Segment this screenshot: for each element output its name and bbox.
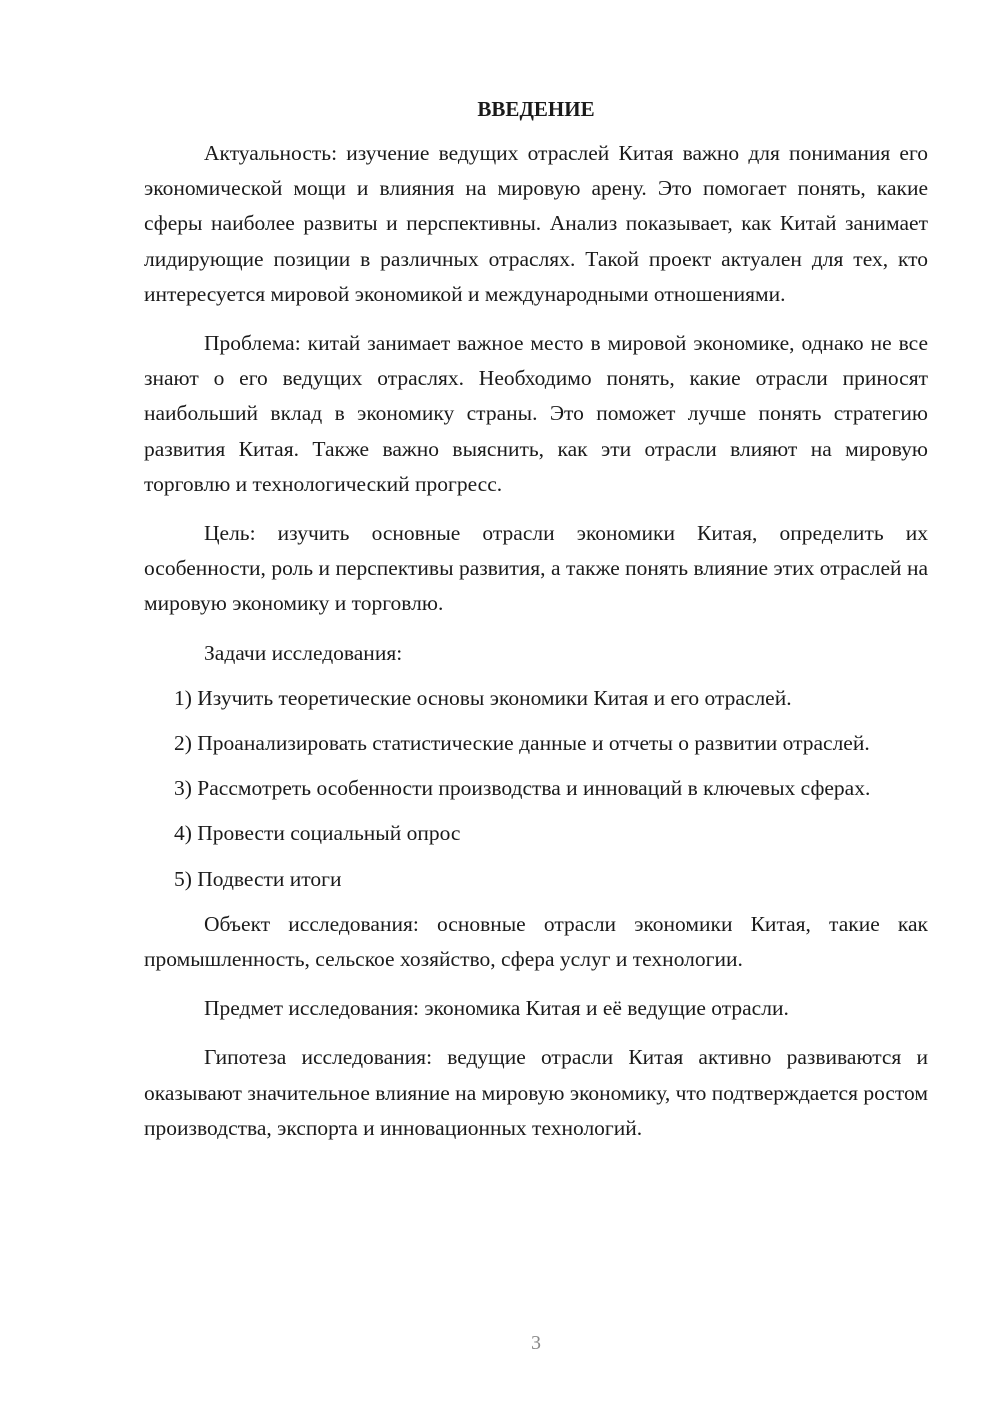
task-item-3: 3) Рассмотреть особенности производства и инноваций в ключевых сферах. <box>174 776 871 801</box>
subject-paragraph: Предмет исследования: экономика Китая и её ведущие отрасли. <box>204 996 789 1021</box>
tasks-heading: Задачи исследования: <box>204 640 403 665</box>
task-item-1: 1) Изучить теоретические основы экономики Китая и его отраслей. <box>174 685 792 710</box>
page-content <box>144 94 928 1160</box>
goal-paragraph: Цель: изучить основные отрасли экономики Китая, определить их особенности, роль и перспективы развития, а также понять влияние этих отраслей на мировую экономику и торговлю. <box>144 521 928 616</box>
tasks-list <box>144 681 928 897</box>
task-item-5: 5) Подвести итоги <box>174 866 342 891</box>
task-item-2: 2) Проанализировать статистические данные и отчеты о развитии отраслей. <box>174 731 870 756</box>
relevance-paragraph: Актуальность: изучение ведущих отраслей Китая важно для понимания его экономической мощи и влияния на мировую арену. Это помогает понять, какие сферы наиболее развиты и перспективны. Анализ показывает, как Китай занимает лидирующие позиции в различных отраслях. Такой проект актуален для тех, кто интересуется мировой экономикой и международными отношениями. <box>144 141 928 306</box>
page-number: 3 <box>531 1332 541 1354</box>
hypothesis-paragraph: Гипотеза исследования: ведущие отрасли Китая активно развиваются и оказывают значительное влияние на мировую экономику, что подтверждается ростом производства, экспорта и инновационных технологий. <box>144 1045 928 1140</box>
object-paragraph: Объект исследования: основные отрасли экономики Китая, такие как промышленность, сельское хозяйство, сфера услуг и технологии. <box>144 911 928 972</box>
problem-paragraph: Проблема: китай занимает важное место в мировой экономике, однако не все знают о его ведущих отраслях. Необходимо понять, какие отрасли приносят наибольший вклад в экономику страны. Это поможет лучше понять стратегию развития Китая. Также важно выяснить, как эти отрасли влияют на мировую торговлю и технологический прогресс. <box>144 331 928 496</box>
task-item-4: 4) Провести социальный опрос <box>174 821 461 846</box>
page-title: ВВЕДЕНИЕ <box>477 97 595 121</box>
